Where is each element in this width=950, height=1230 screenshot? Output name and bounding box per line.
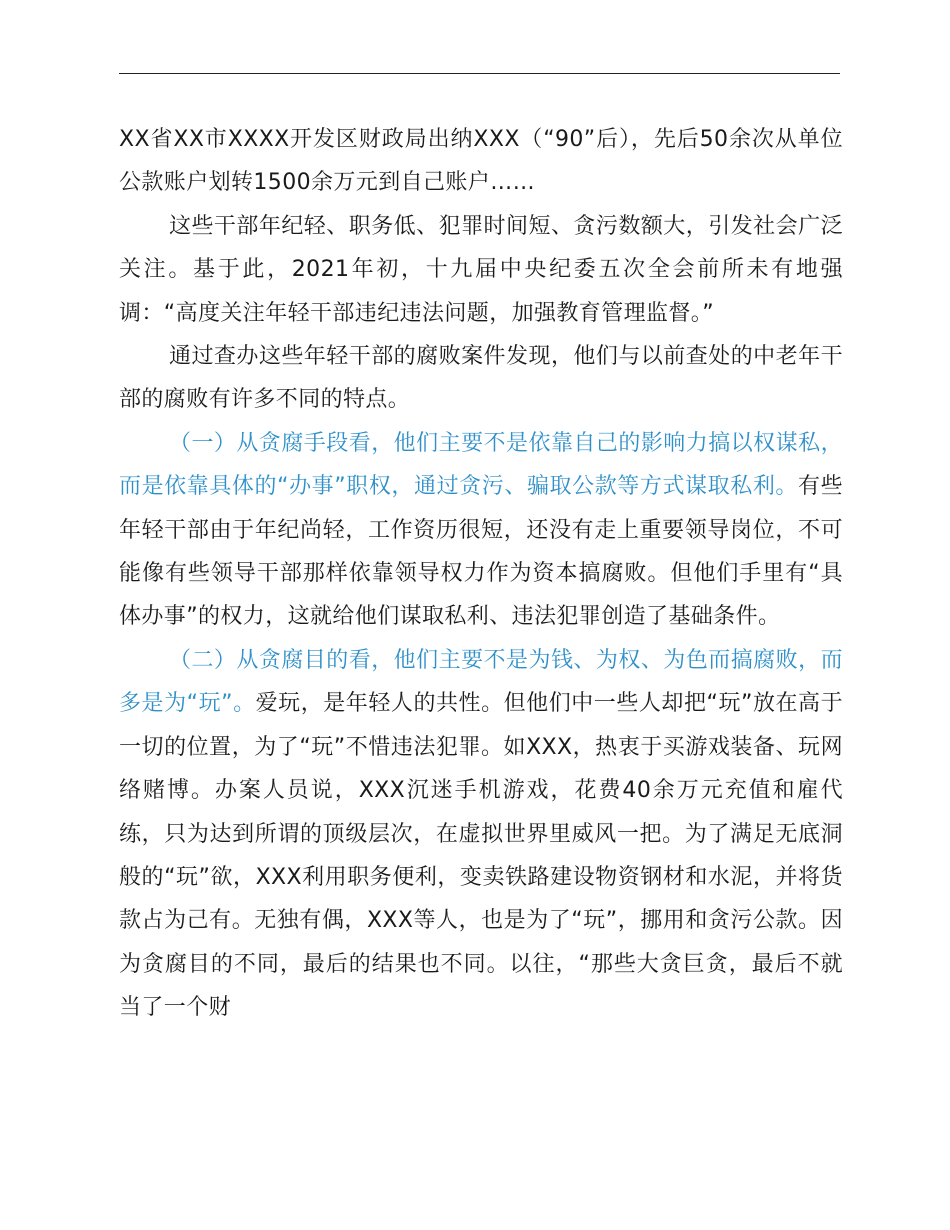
section-one-heading: （一）从贪腐手段看，他们主要不是依靠自己的影响力搞以权谋私，而是依靠具体的“办事”职权，通过贪污、骗取公款等方式谋取私利。 [119,430,843,500]
paragraph-text: XX省XX市XXXX开发区财政局出纳XXX（“90”后），先后50余次从单位公款账户划转1500余万元到自己账户…… [119,127,843,196]
header-rule [119,73,840,74]
paragraph-cashier-case [119,118,843,205]
paragraph-text: 这些干部年纪轻、职务低、犯罪时间短、贪污数额大，引发社会广泛关注。基于此，2021年初，十九届中央纪委五次全会前所未有地强调：“高度关注年轻干部违纪违法问题，加强教育管理监督。” [119,213,843,326]
paragraph-section-two [119,639,843,1030]
paragraph-section-one [119,422,843,639]
paragraph-text: 有些年轻干部由于年纪尚轻，工作资历很短，还没有走上重要领导岗位，不可能像有些领导干部那样依靠领导权力作为资本搞腐败。但他们手里有“具体办事”的权力，这就给他们谋取私利、违法犯罪创造了基础条件。 [119,474,843,630]
paragraph-text: 通过查办这些年轻干部的腐败案件发现，他们与以前查处的中老年干部的腐败有许多不同的特点。 [119,344,843,413]
section-two-heading: （二）从贪腐目的看，他们主要不是为钱、为权、为色而搞腐败，而多是为“玩”。 [119,647,843,717]
paragraph-text: 爱玩，是年轻人的共性。但他们中一些人却把“玩”放在高于一切的位置，为了“玩”不惜违法犯罪。如XXX，热衷于买游戏装备、玩网络赌博。办案人员说，XXX沉迷手机游戏，花费40余万元充值和雇代练，只为达到所谓的顶级层次，在虚拟世界里威风一把。为了满足无底洞般的“玩”欲，XXX利用职务便利，变卖铁路建设物资钢材和水泥，并将货款占为己有。无独有偶，XXX等人，也是为了“玩”，挪用和贪污公款。因为贪腐目的不同，最后的结果也不同。以往，“那些大贪巨贪，最后不就当了一个财 [119,691,843,1021]
paragraph-characteristics [119,205,843,335]
paragraph-findings [119,335,843,422]
document-body [119,118,843,1030]
